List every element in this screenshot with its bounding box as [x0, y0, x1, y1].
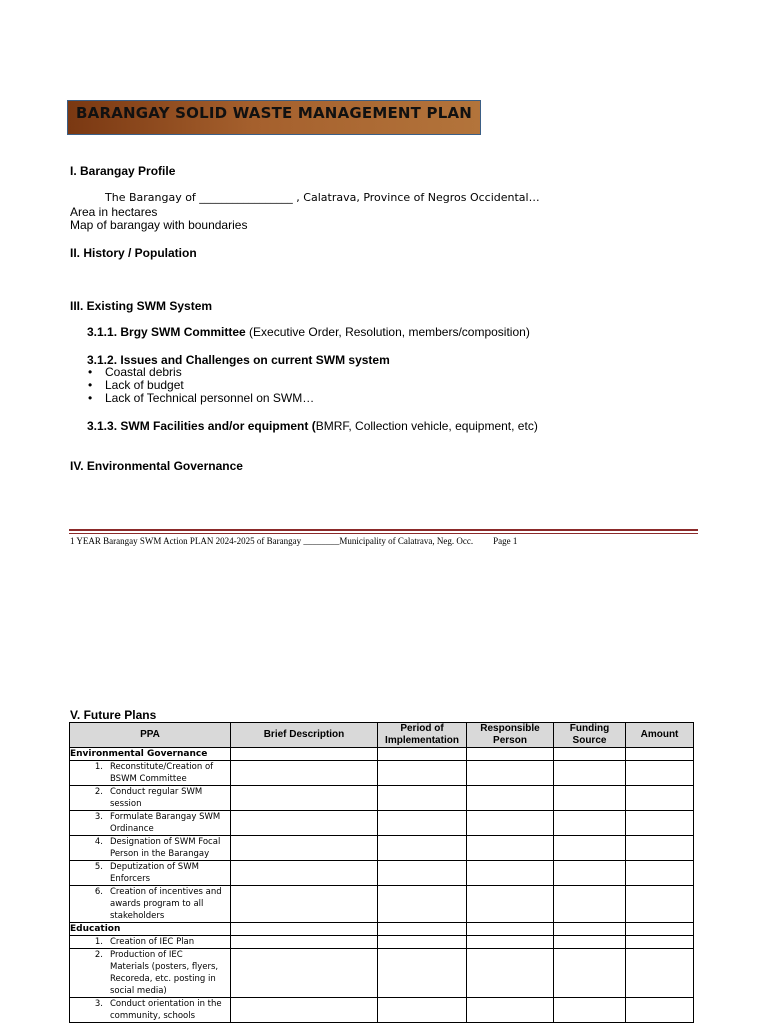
category-label: Education	[70, 923, 231, 936]
section-5-heading: V. Future Plans	[70, 708, 157, 722]
ppa-cell	[70, 861, 231, 886]
item-number: 1.	[94, 762, 103, 772]
ppa-cell	[70, 998, 231, 1023]
list-item: • Lack of Technical personnel on SWM…	[86, 392, 314, 405]
subsection-313	[87, 420, 538, 433]
section-1-heading: I. Barangay Profile	[70, 164, 176, 178]
table-row	[70, 836, 694, 861]
item-number: 5.	[94, 862, 103, 872]
subsection-312-title: 3.1.2. Issues and Challenges on current SWM system	[87, 353, 390, 367]
ppa-cell	[70, 936, 231, 949]
subsection-313-detail: BMRF, Collection vehicle, equipment, etc)	[315, 419, 538, 433]
header-funding-source: Funding Source	[554, 723, 626, 748]
table-row	[70, 886, 694, 923]
subsection-311-detail: (Executive Order, Resolution, members/composition)	[245, 325, 530, 339]
item-text: Designation of SWM Focal Person in the Barangay	[110, 837, 221, 859]
item-number: 4.	[94, 837, 103, 847]
item-text: Formulate Barangay SWM Ordinance	[110, 812, 221, 834]
map-text: Map of barangay with boundaries	[70, 218, 248, 232]
header-period: Period of Implementation	[378, 723, 467, 748]
item-text: Creation of IEC Plan	[110, 937, 195, 947]
list-item: • Coastal debris	[86, 366, 314, 379]
footer-rule	[69, 529, 698, 531]
item-text: Deputization of SWM Enforcers	[110, 862, 199, 884]
table-row	[70, 761, 694, 786]
item-text: Reconstitute/Creation of BSWM Committee	[110, 762, 214, 784]
table-row	[70, 949, 694, 998]
item-text: Production of IEC Materials (posters, flyers, Recoreda, etc. posting in social media)	[110, 950, 219, 996]
barangay-line: The Barangay of _________________ , Calatrava, Province of Negros Occidental…	[105, 191, 540, 204]
table-row	[70, 936, 694, 949]
item-number: 3.	[94, 999, 103, 1009]
page-number: Page 1	[493, 536, 518, 546]
ppa-cell	[70, 761, 231, 786]
table-row	[70, 998, 694, 1023]
section-3-heading: III. Existing SWM System	[70, 299, 213, 313]
category-label: Environmental Governance	[70, 748, 231, 761]
future-plans-table	[69, 722, 694, 1023]
document-title: BARANGAY SOLID WASTE MANAGEMENT PLAN	[76, 104, 473, 122]
issues-list	[86, 366, 314, 405]
item-text: Conduct orientation in the community, schools	[110, 999, 222, 1021]
header-brief-description: Brief Description	[231, 723, 378, 748]
table-row	[70, 786, 694, 811]
header-ppa: PPA	[70, 723, 231, 748]
item-number: 1.	[94, 937, 103, 947]
footer-text: 1 YEAR Barangay SWM Action PLAN 2024-2025 of Barangay ________Municipality of Calatrava, Neg. Occ.	[70, 536, 474, 546]
ppa-cell	[70, 786, 231, 811]
subsection-313-title: 3.1.3. SWM Facilities and/or equipment (	[87, 419, 316, 433]
item-text: Conduct regular SWM session	[110, 787, 203, 809]
table-row	[70, 861, 694, 886]
category-row	[70, 748, 694, 761]
item-number: 6.	[94, 887, 103, 897]
item-text: Creation of incentives and awards program to all stakeholders	[110, 887, 222, 921]
section-4-heading: IV. Environmental Governance	[70, 459, 243, 473]
subsection-311	[87, 326, 530, 339]
section-2-heading: II. History / Population	[70, 246, 197, 260]
item-number: 2.	[94, 787, 103, 797]
ppa-cell	[70, 836, 231, 861]
header-amount: Amount	[626, 723, 694, 748]
item-number: 3.	[94, 812, 103, 822]
table-header-row	[70, 723, 694, 748]
ppa-cell	[70, 811, 231, 836]
list-item: • Lack of budget	[86, 379, 314, 392]
category-row	[70, 923, 694, 936]
ppa-cell	[70, 886, 231, 923]
item-number: 2.	[94, 950, 103, 960]
header-responsible-person: Responsible Person	[467, 723, 554, 748]
title-banner	[67, 100, 481, 135]
footer-rule-thin	[69, 533, 698, 534]
area-text: Area in hectares	[70, 205, 158, 219]
subsection-311-title: 3.1.1. Brgy SWM Committee	[87, 325, 246, 339]
ppa-cell	[70, 949, 231, 998]
page-footer	[70, 536, 517, 546]
table-row	[70, 811, 694, 836]
